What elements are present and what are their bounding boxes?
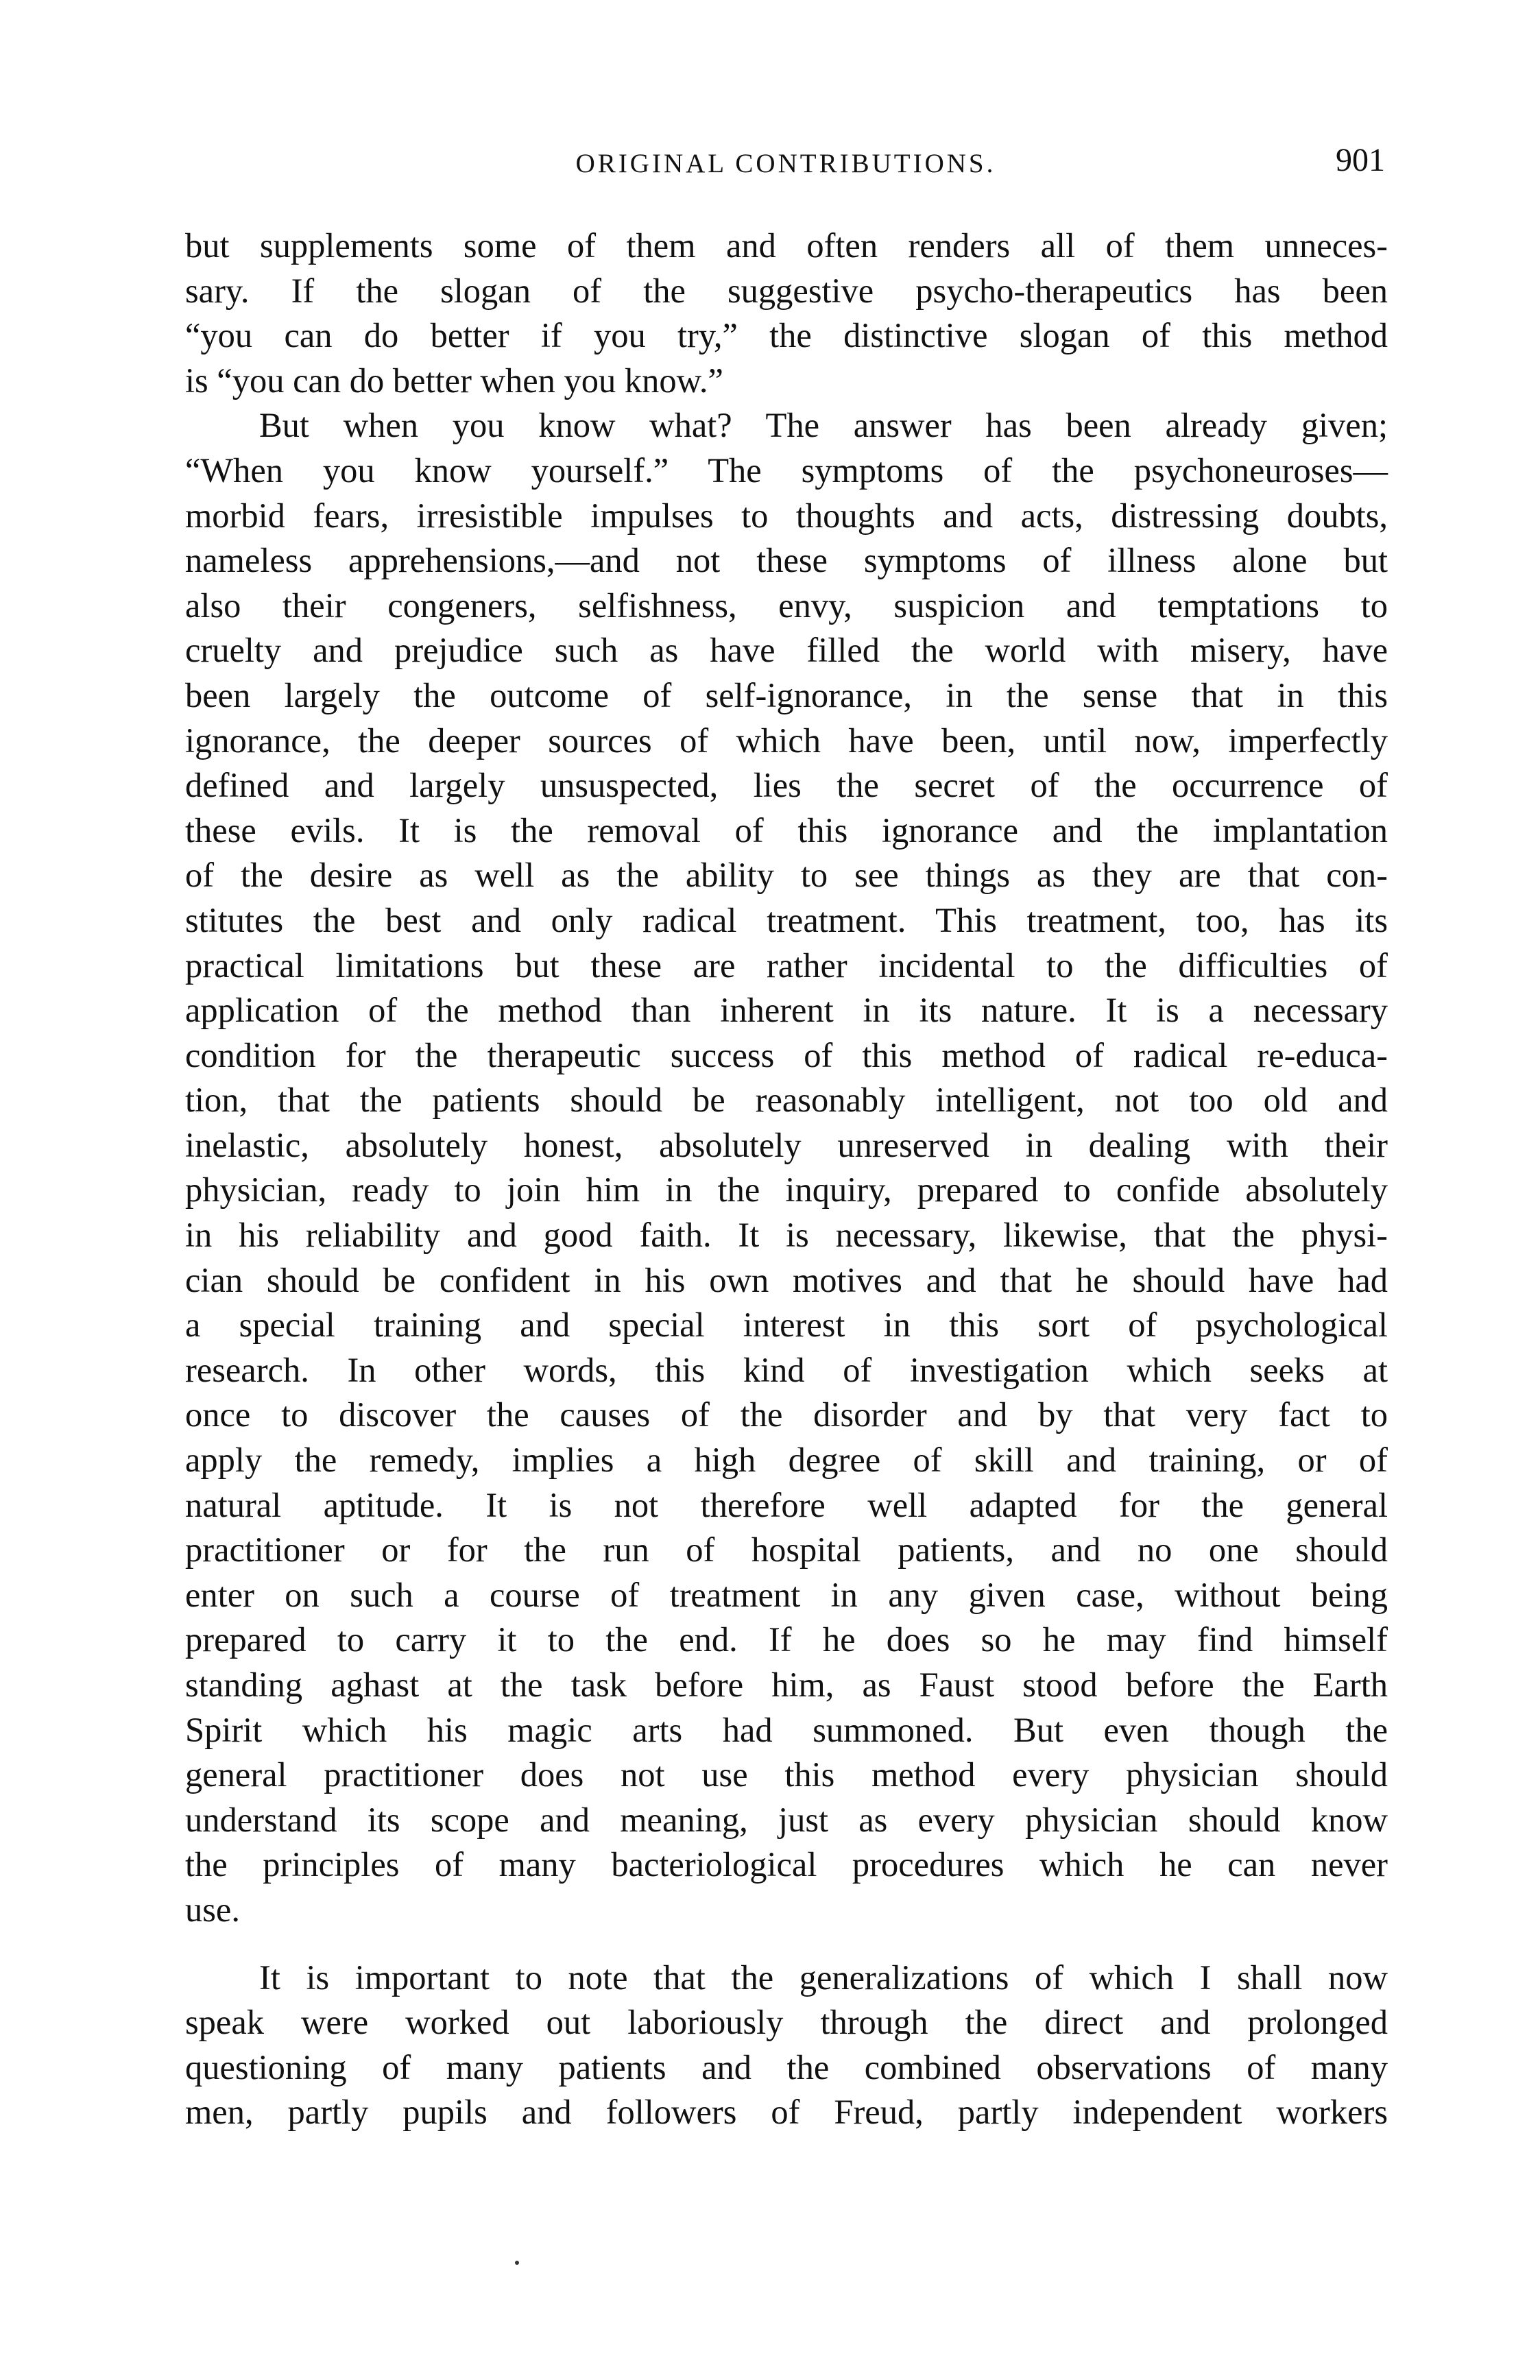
text-line: a special training and special interest in this sort of psychological bbox=[185, 1306, 1388, 1345]
text-line: nameless apprehensions,—and not these symptoms of illness alone but bbox=[185, 541, 1388, 580]
text-line: sary. If the slogan of the suggestive psycho-therapeutics has been bbox=[185, 271, 1388, 310]
text-line: these evils. It is the removal of this ignorance and the implantation bbox=[185, 810, 1388, 850]
text-line: physician, ready to join him in the inquiry, prepared to confide absolutely bbox=[185, 1170, 1388, 1210]
text-line: in his reliability and good faith. It is necessary, likewise, that the physi- bbox=[185, 1216, 1388, 1255]
text-line: is “you can do better when you know.” bbox=[185, 361, 723, 400]
text-line: been largely the outcome of self-ignorance, in the sense that in this bbox=[185, 675, 1388, 714]
text-line: apply the remedy, implies a high degree of skill and training, or of bbox=[185, 1441, 1388, 1480]
text-line: defined and largely unsuspected, lies the secret of the occurrence of bbox=[185, 766, 1388, 805]
text-line: Spirit which his magic arts had summoned. But even though the bbox=[185, 1710, 1388, 1749]
text-line: morbid fears, irresistible impulses to thoughts and acts, distressing doubts, bbox=[185, 496, 1388, 535]
text-line: stitutes the best and only radical treatment. This treatment, too, has its bbox=[185, 900, 1388, 939]
text-line: cian should be confident in his own motives and that he should have had bbox=[185, 1260, 1388, 1299]
ink-speck bbox=[515, 2261, 519, 2265]
text-line: of the desire as well as the ability to see things as they are that con- bbox=[185, 856, 1388, 895]
text-line: ignorance, the deeper sources of which have been, until now, imperfectly bbox=[185, 721, 1388, 760]
paragraph bbox=[185, 224, 1388, 403]
text-line: speak were worked out laboriously through the direct and prolonged bbox=[185, 2003, 1388, 2042]
text-line: also their congeners, selfishness, envy, suspicion and temptations to bbox=[185, 586, 1388, 625]
text-line: the principles of many bacteriological procedures which he can never bbox=[185, 1845, 1388, 1884]
paragraph bbox=[185, 403, 1388, 1932]
text-line: once to discover the causes of the disorder and by that very fact to bbox=[185, 1395, 1388, 1434]
text-line: “you can do better if you try,” the distinctive slogan of this method bbox=[185, 316, 1388, 355]
text-line: understand its scope and meaning, just as every physician should know bbox=[185, 1800, 1388, 1839]
text-line: research. In other words, this kind of investigation which seeks at bbox=[185, 1350, 1388, 1389]
text-line: cruelty and prejudice such as have filled the world with misery, have bbox=[185, 631, 1388, 670]
text-line: but supplements some of them and often renders all of them unneces- bbox=[185, 226, 1388, 265]
text-line: inelastic, absolutely honest, absolutely unreserved in dealing with their bbox=[185, 1125, 1388, 1164]
paragraph-spacing bbox=[185, 1933, 1388, 1956]
running-head bbox=[187, 137, 1385, 185]
text-line: use. bbox=[185, 1890, 240, 1929]
text-line: standing aghast at the task before him, as Faust stood before the Earth bbox=[185, 1666, 1388, 1704]
running-title: ORIGINAL CONTRIBUTIONS. bbox=[575, 149, 996, 178]
text-line: But when you know what? The answer has been already given; bbox=[259, 406, 1388, 445]
text-line: general practitioner does not use this method every physician should bbox=[185, 1755, 1388, 1794]
text-line: natural aptitude. It is not therefore well adapted for the general bbox=[185, 1485, 1388, 1524]
paragraph bbox=[185, 1956, 1388, 2135]
text-line: practitioner or for the run of hospital patients, and no one should bbox=[185, 1530, 1388, 1570]
text-line: men, partly pupils and followers of Freud, partly independent workers bbox=[185, 2093, 1388, 2132]
text-line: It is important to note that the generalizations of which I shall now bbox=[259, 1958, 1388, 1997]
text-line: application of the method than inherent in its nature. It is a necessary bbox=[185, 991, 1388, 1030]
text-line: enter on such a course of treatment in any given case, without being bbox=[185, 1575, 1388, 1614]
body-text bbox=[185, 224, 1388, 2135]
page-number: 901 bbox=[1336, 142, 1385, 178]
text-line: “When you know yourself.” The symptoms of the psychoneuroses— bbox=[185, 450, 1388, 490]
text-line: condition for the therapeutic success of this method of radical re-educa- bbox=[185, 1035, 1388, 1074]
text-line: questioning of many patients and the combined observations of many bbox=[185, 2047, 1388, 2087]
text-line: practical limitations but these are rather incidental to the difficulties of bbox=[185, 946, 1388, 985]
text-line: tion, that the patients should be reasonably intelligent, not too old and bbox=[185, 1081, 1388, 1120]
text-line: prepared to carry it to the end. If he does so he may find himself bbox=[185, 1620, 1388, 1659]
